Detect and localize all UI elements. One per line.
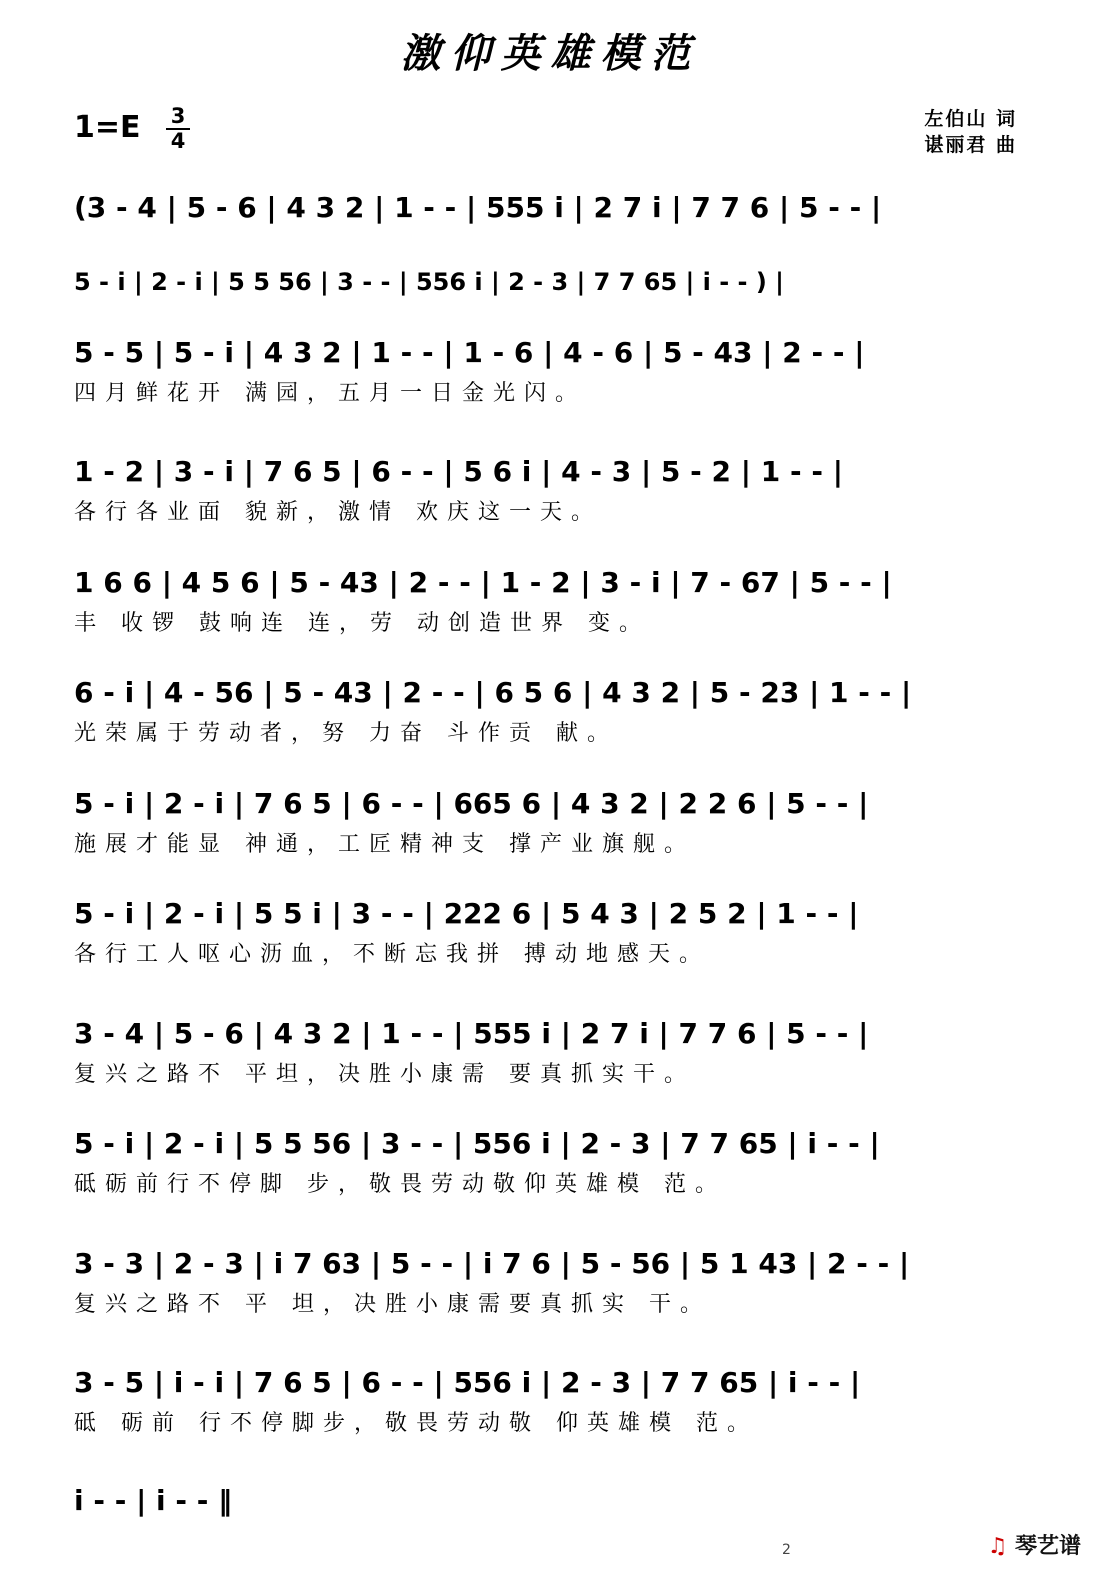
lyrics-line: 复兴之路不 平 坦，决胜小康需要真抓实 干。 <box>74 1292 711 1317</box>
lyrics-line: 复兴之路不 平坦，决胜小康需 要真抓实干。 <box>74 1062 695 1087</box>
lyrics-line: 丰 收锣 鼓响连 连，劳 动创造世界 变。 <box>74 611 650 636</box>
composer: 谌丽君 曲 <box>924 134 1017 156</box>
key-signature: 1=E <box>74 110 141 145</box>
notation-line: 6 - i | 4 - 56 | 5 - 43 | 2 - - | 6 5 6 | 4 3 2 | 5 - 23 | 1 - - | <box>74 676 912 709</box>
logo-icon: ♫ <box>987 1534 1008 1559</box>
score-title: 激仰英雄模范 <box>400 30 701 77</box>
lyricist: 左伯山 词 <box>924 108 1017 130</box>
notation-line: i - - | i - - ‖ <box>74 1484 233 1517</box>
logo-text: 琴艺谱 <box>1014 1534 1081 1559</box>
lyrics-line: 光荣属于劳动者，努 力奋 斗作贡 献。 <box>74 721 618 746</box>
time-signature-top: 3 <box>170 104 186 128</box>
notation-line: 5 - i | 2 - i | 7 6 5 | 6 - - | 665 6 | 4 3 2 | 2 2 6 | 5 - - | <box>74 787 869 820</box>
notation-line: (3 - 4 | 5 - 6 | 4 3 2 | 1 - - | 555 i | 2 7 i | 7 7 6 | 5 - - | <box>74 191 882 224</box>
notation-line: 5 - i | 2 - i | 5 5 56 | 3 - - | 556 i | 2 - 3 | 7 7 65 | i - - | <box>74 1127 880 1160</box>
page-number: 2 <box>782 1542 791 1558</box>
lyrics-line: 施展才能显 神通，工匠精神支 撑产业旗舰。 <box>74 832 695 857</box>
lyrics-line: 各行工人呕心沥血，不断忘我拼 搏动地感天。 <box>74 942 710 967</box>
notation-line: 1 6 6 | 4 5 6 | 5 - 43 | 2 - - | 1 - 2 | 3 - i | 7 - 67 | 5 - - | <box>74 566 892 599</box>
notation-line: 5 - i | 2 - i | 5 5 i | 3 - - | 222 6 | 5 4 3 | 2 5 2 | 1 - - | <box>74 897 859 930</box>
lyrics-line: 砥 砺前 行不停脚步，敬畏劳动敬 仰英雄模 范。 <box>74 1411 758 1436</box>
lyrics-line: 各行各业面 貌新，激情 欢庆这一天。 <box>74 500 602 525</box>
notation-line: 5 - 5 | 5 - i | 4 3 2 | 1 - - | 1 - 6 | 4 - 6 | 5 - 43 | 2 - - | <box>74 336 865 369</box>
lyrics-line: 四月鲜花开 满园，五月一日金光闪。 <box>74 381 586 406</box>
notation-line: 5 - i | 2 - i | 5 5 56 | 3 - - | 556 i | 2 - 3 | 7 7 65 | i - - ) | <box>74 268 784 296</box>
notation-line: 1 - 2 | 3 - i | 7 6 5 | 6 - - | 5 6 i | 4 - 3 | 5 - 2 | 1 - - | <box>74 455 843 488</box>
credits <box>924 106 1017 158</box>
time-signature <box>166 106 190 152</box>
notation-line: 3 - 3 | 2 - 3 | i 7 63 | 5 - - | i 7 6 | 5 - 56 | 5 1 43 | 2 - - | <box>74 1247 910 1280</box>
notation-line: 3 - 5 | i - i | 7 6 5 | 6 - - | 556 i | 2 - 3 | 7 7 65 | i - - | <box>74 1366 861 1399</box>
notation-line: 3 - 4 | 5 - 6 | 4 3 2 | 1 - - | 555 i | 2 7 i | 7 7 6 | 5 - - | <box>74 1017 869 1050</box>
logo <box>988 1529 1081 1560</box>
lyrics-line: 砥砺前行不停脚 步，敬畏劳动敬仰英雄模 范。 <box>74 1172 726 1197</box>
time-signature-bottom: 4 <box>170 129 186 153</box>
